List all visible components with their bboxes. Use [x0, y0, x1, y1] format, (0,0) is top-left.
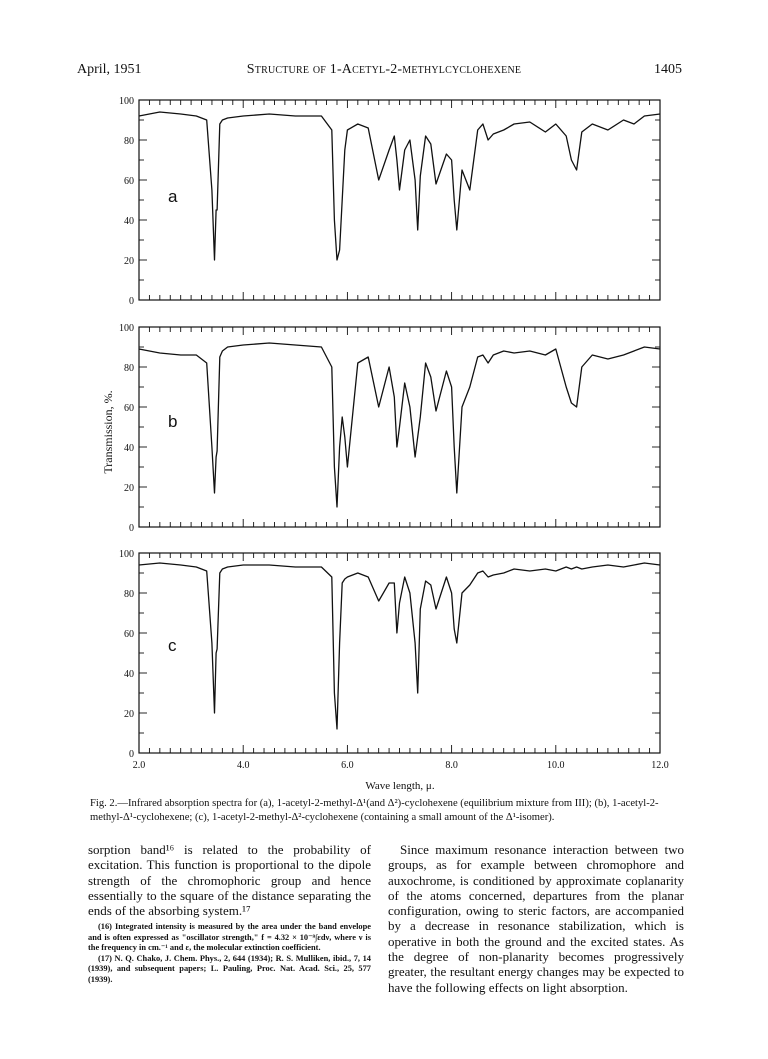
y-tick-label: 100: [119, 549, 134, 560]
x-axis-label: Wave length, μ.: [365, 780, 435, 792]
figure-caption: Fig. 2.—Infrared absorption spectra for (a), 1-acetyl-2-methyl-Δ¹(and Δ²)-cyclohexene (equilibrium mixture from III); (b), 1-acetyl-2-methyl-Δ¹-cyclohexene; (c), 1-acetyl-2-methyl-Δ²-cyclohexene (containing a small amount of the Δ¹-isomer).: [90, 798, 659, 823]
right-paragraph: Since maximum resonance interaction between two groups, as for example between chromophore and auxochrome, is conditioned by approximate coplanarity of the atoms concerned, departures from the planar configuration, owing to steric factors, are accompanied by a decrease in resonance stabilization, which is operative in both the ground and the excited states. As the degree of non-planarity becomes progressively greater, the resultant energy changes may be expected to have the following effects on light absorption.: [388, 842, 684, 995]
y-tick-label: 20: [124, 256, 134, 267]
y-tick-label: 40: [124, 443, 134, 454]
panel-c-frame: [139, 553, 660, 753]
panel-label-c: c: [168, 636, 177, 655]
y-tick-label: 80: [124, 363, 134, 374]
y-axis-label: Transmission, %.: [101, 390, 115, 474]
panel-label-a: a: [168, 187, 178, 206]
y-tick-label: 40: [124, 216, 134, 227]
y-tick-label: 80: [124, 136, 134, 147]
y-tick-label: 0: [129, 749, 134, 760]
x-tick-label: 12.0: [651, 760, 669, 771]
x-tick-label: 2.0: [132, 760, 146, 771]
left-column: [88, 842, 371, 985]
y-tick-label: 20: [124, 483, 134, 494]
y-tick-label: 0: [129, 296, 134, 307]
panel-label-b: b: [168, 412, 178, 431]
y-tick-label: 60: [124, 403, 134, 414]
spectrum-line-c: [139, 563, 660, 729]
page-number: 1405: [654, 62, 682, 77]
y-tick-label: 20: [124, 709, 134, 720]
left-paragraph: sorption band¹⁶ is related to the probability of excitation. This function is proportional to the dipole strength of the chromophoric group and hence essentially to the square of the distance separating the ends of the absorbing system.¹⁷: [88, 842, 371, 919]
right-column: [388, 842, 684, 995]
y-tick-label: 60: [124, 176, 134, 187]
y-tick-label: 60: [124, 629, 134, 640]
running-header-date: April, 1951: [77, 62, 142, 77]
spectrum-line-b: [139, 343, 660, 507]
x-tick-label: 10.0: [547, 760, 565, 771]
y-tick-label: 0: [129, 523, 134, 534]
y-tick-label: 40: [124, 669, 134, 680]
y-tick-label: 100: [119, 323, 134, 334]
y-tick-label: 80: [124, 589, 134, 600]
x-tick-label: 6.0: [341, 760, 354, 771]
y-tick-label: 100: [119, 96, 134, 107]
footnote-16: (16) Integrated intensity is measured by the area under the band envelope and is often expressed as "oscillator strength," f = 4.32 × 10⁻⁹∫εdν, where ν is the frequency in cm.⁻¹ and ε, the molecular extinction coefficient.: [88, 922, 371, 953]
footnotes: [88, 922, 371, 985]
spectrum-line-a: [139, 112, 660, 260]
running-header-title: Structure of 1-Acetyl-2-methylcyclohexene: [246, 62, 522, 77]
x-tick-label: 4.0: [236, 760, 250, 771]
x-tick-label: 8.0: [445, 760, 458, 771]
footnote-17: (17) N. Q. Chako, J. Chem. Phys., 2, 644 (1934); R. S. Mulliken, ibid., 7, 14 (1939), and subsequent papers; L. Pauling, Proc. Nat. Acad. Sci., 25, 577 (1939).: [88, 953, 371, 984]
